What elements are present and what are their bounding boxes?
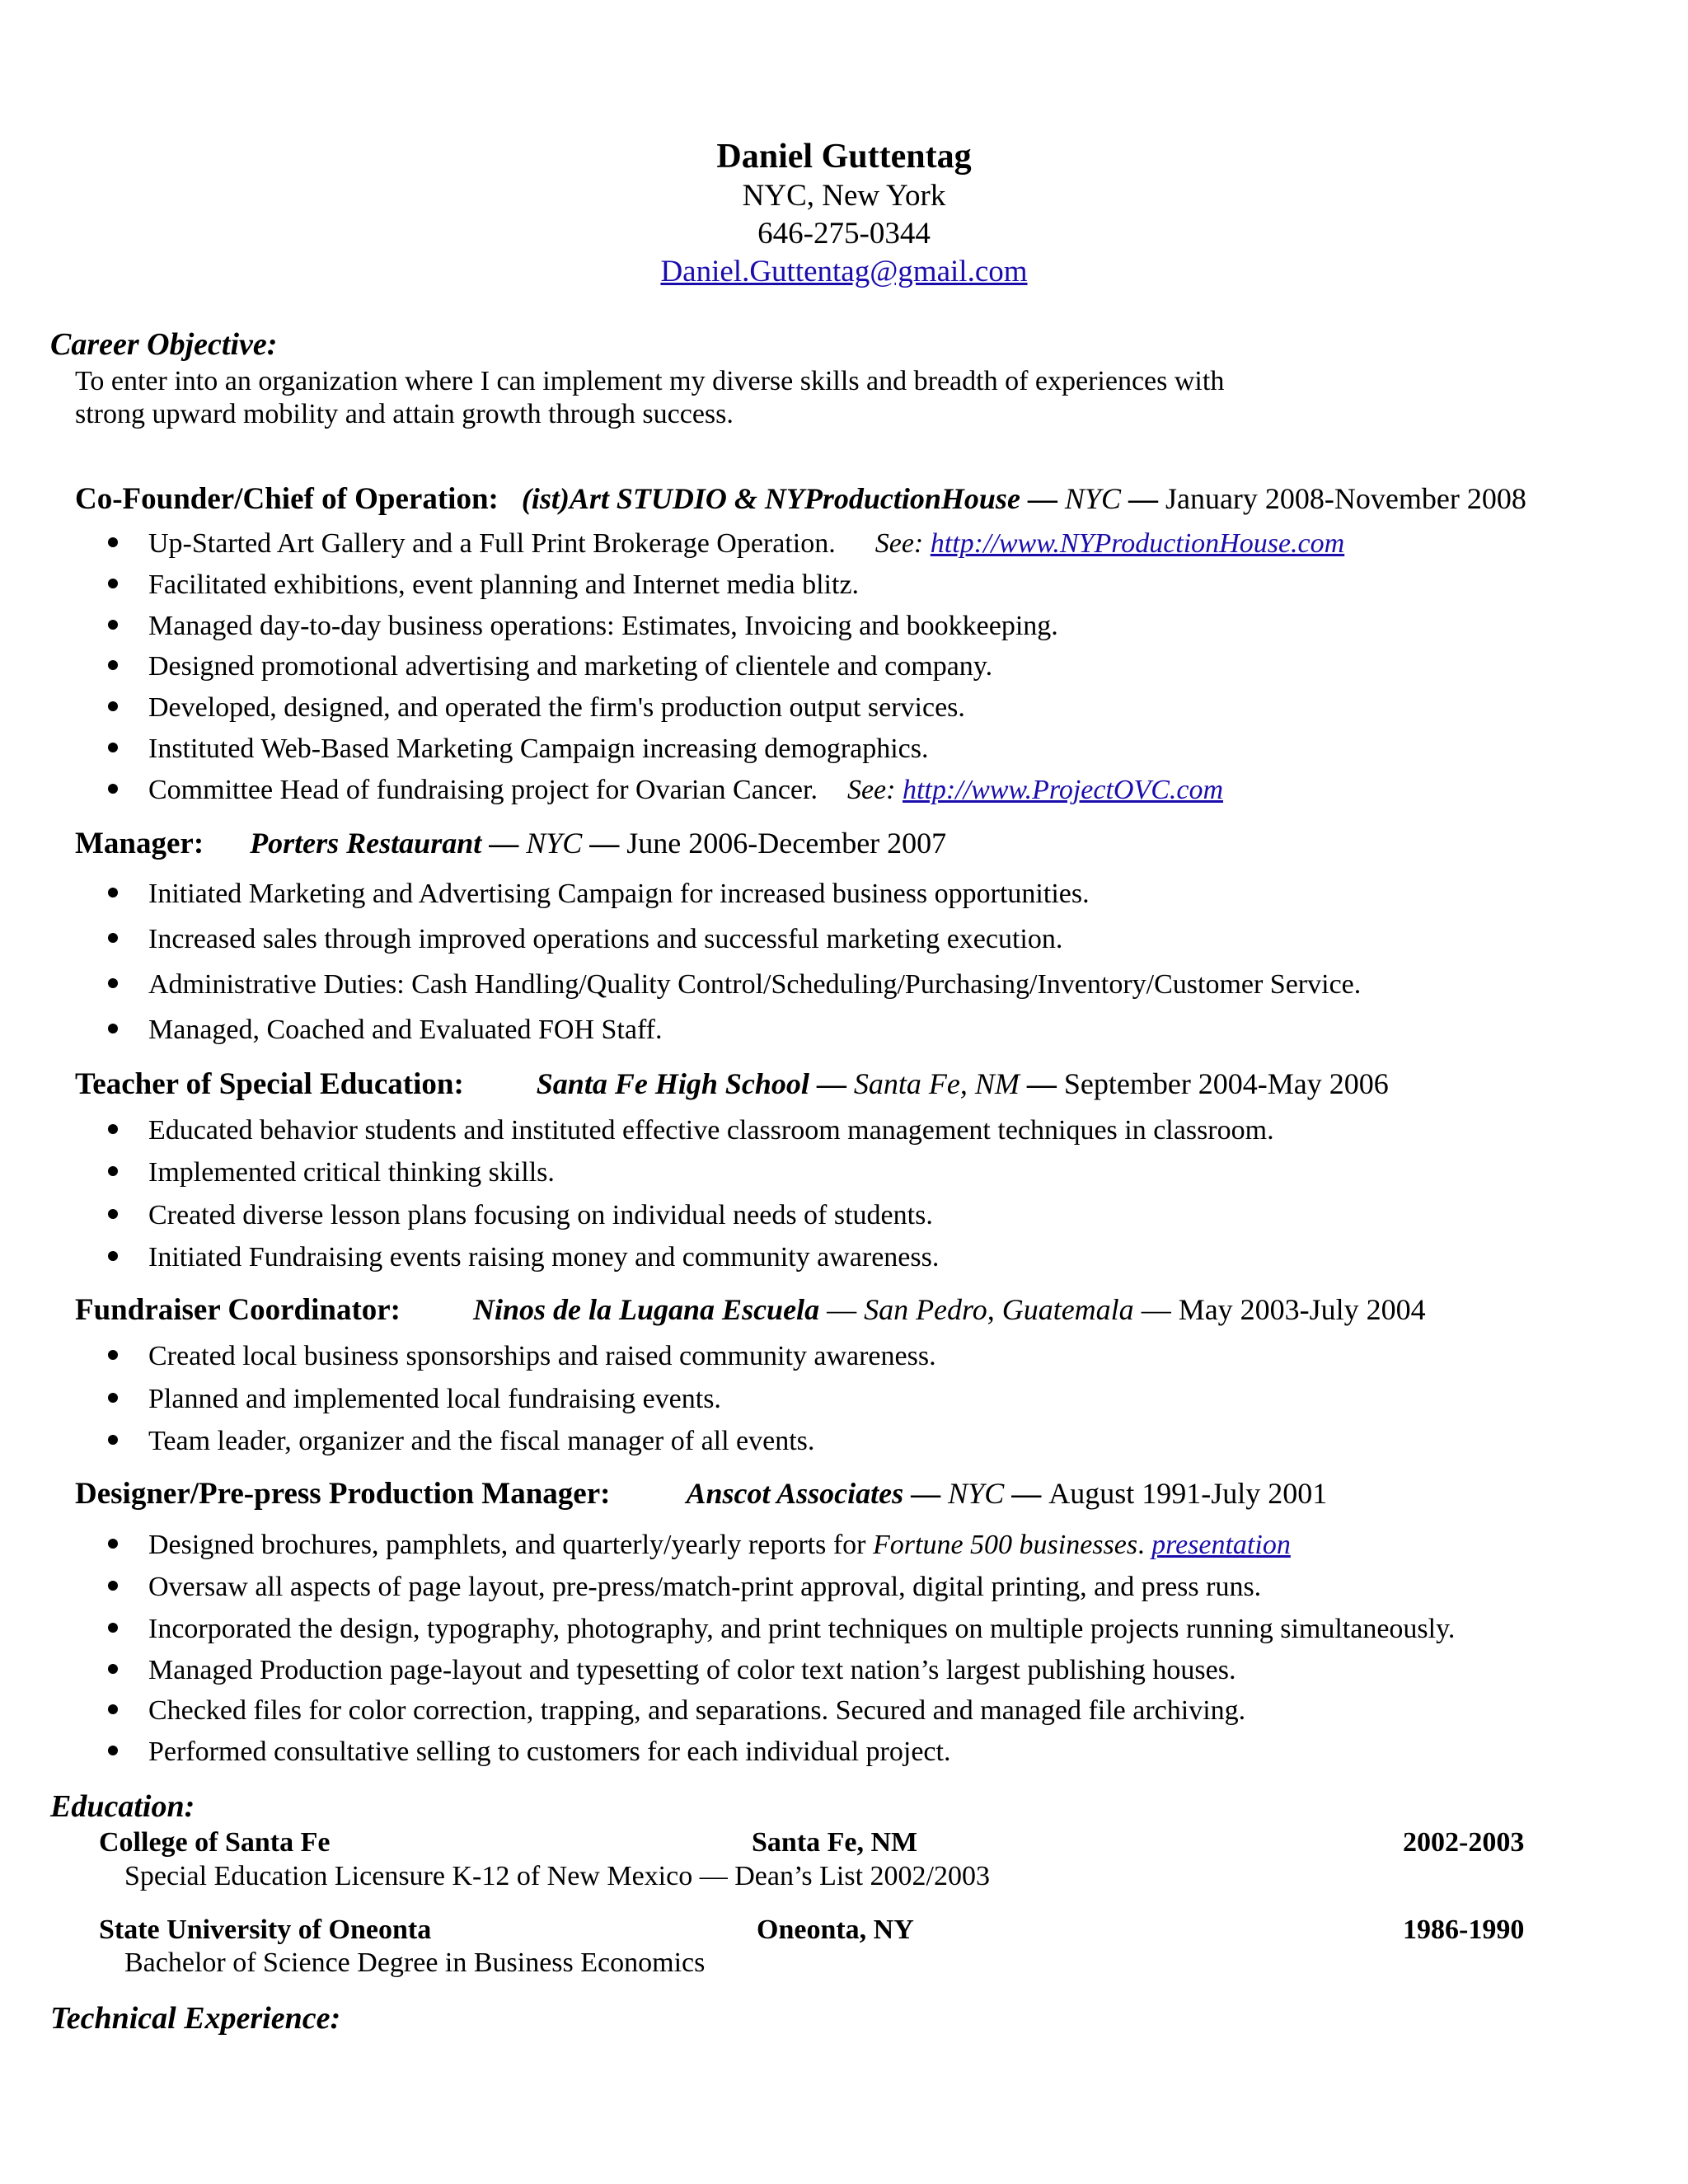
list-item: Performed consultative selling to customers for each individual project. (148, 1736, 950, 1768)
phone-text: 646-275-0344 (757, 217, 931, 251)
job-header-cofounder: Co-Founder/Chief of Operation: (ist)Art STUDIO & NYProductionHouse — NYC — January 2008-November 2008 (75, 482, 1526, 516)
bullet-icon (108, 1664, 118, 1674)
bullet-icon (108, 1393, 118, 1403)
job-dates: August 1991-July 2001 (1048, 1477, 1328, 1510)
list-item: Administrative Duties: Cash Handling/Quality Control/Scheduling/Purchasing/Inventory/Customer Service. (148, 969, 1361, 1001)
school-location: Santa Fe, NM (752, 1827, 918, 1858)
school-years: 1986-1990 (1403, 1915, 1525, 1945)
education-heading: Education: (50, 1789, 195, 1824)
job-org: Santa Fe High School (536, 1067, 809, 1100)
candidate-name: Daniel Guttentag (716, 138, 972, 176)
job-location: Santa Fe, NM (853, 1067, 1020, 1100)
list-item: Increased sales through improved operations and successful marketing execution. (148, 924, 1062, 955)
school-detail: Bachelor of Science Degree in Business Economics (124, 1947, 706, 1978)
email-link[interactable]: Daniel.Guttentag@gmail.com (660, 255, 1028, 288)
nyproductionhouse-link[interactable]: http://www.NYProductionHouse.com (930, 528, 1345, 559)
bullet-icon (108, 1166, 118, 1176)
job-dates: May 2003-July 2004 (1178, 1293, 1426, 1326)
bullet-icon (108, 1435, 118, 1445)
list-item: Created diverse lesson plans focusing on individual needs of students. (148, 1200, 933, 1231)
list-item: Up-Started Art Gallery and a Full Print Brokerage Operation. See: http://www.NYProductionHouse.com (148, 528, 1344, 560)
job-location: NYC (1064, 482, 1121, 515)
list-item: Designed promotional advertising and marketing of clientele and company. (148, 651, 992, 682)
job-location: San Pedro, Guatemala (864, 1293, 1134, 1326)
list-item: Educated behavior students and instituted effective classroom management techniques in classroom. (148, 1115, 1274, 1146)
job-dates: January 2008-November 2008 (1165, 482, 1526, 515)
objective-line-2: strong upward mobility and attain growth through success. (75, 399, 734, 429)
job-header-teacher: Teacher of Special Education: Santa Fe High School — Santa Fe, NM — September 2004-May 2006 (75, 1067, 1389, 1101)
list-item: Created local business sponsorships and raised community awareness. (148, 1341, 936, 1372)
school-name: State University of Oneonta (99, 1915, 432, 1945)
list-item: Managed day-to-day business operations: Estimates, Invoicing and bookkeeping. (148, 611, 1058, 642)
list-item: Managed Production page-layout and typesetting of color text nation’s largest publishing houses. (148, 1655, 1236, 1686)
bullet-icon (108, 933, 118, 943)
school-detail: Special Education Licensure K-12 of New Mexico — Dean’s List 2002/2003 (124, 1861, 990, 1891)
list-item: Checked files for color correction, trapping, and separations. Secured and managed file archiving. (148, 1695, 1245, 1727)
list-item: Planned and implemented local fundraising events. (148, 1384, 721, 1415)
bullet-icon (108, 701, 118, 711)
job-org: Anscot Associates (686, 1477, 904, 1510)
job-title: Co-Founder/Chief of Operation: (75, 482, 499, 516)
bullet-icon (108, 537, 118, 547)
bullet-icon (108, 660, 118, 670)
list-item: Facilitated exhibitions, event planning and Internet media blitz. (148, 569, 859, 601)
job-dates: September 2004-May 2006 (1063, 1067, 1389, 1100)
job-org: Ninos de la Lugana Escuela (473, 1293, 820, 1326)
school-location: Oneonta, NY (757, 1915, 914, 1945)
career-objective-heading: Career Objective: (50, 327, 278, 362)
bullet-icon (108, 1704, 118, 1714)
bullet-icon (108, 1209, 118, 1219)
location-text: NYC, New York (742, 179, 946, 213)
list-item: Initiated Fundraising events raising money and community awareness. (148, 1242, 939, 1273)
job-header-fundraiser: Fundraiser Coordinator: Ninos de la Lugana Escuela — San Pedro, Guatemala — May 2003-July 2004 (75, 1293, 1426, 1327)
bullet-icon (108, 579, 118, 588)
list-item: Incorporated the design, typography, photography, and print techniques on multiple projects running simultaneously. (148, 1614, 1455, 1645)
school-years: 2002-2003 (1403, 1827, 1525, 1858)
list-item: Implemented critical thinking skills. (148, 1157, 555, 1188)
job-org: Porters Restaurant (250, 827, 482, 860)
bullet-icon (108, 1251, 118, 1261)
job-title: Teacher of Special Education: (75, 1067, 464, 1101)
job-title: Fundraiser Coordinator: (75, 1293, 401, 1327)
bullet-icon (108, 1024, 118, 1033)
list-item: Oversaw all aspects of page layout, pre-press/match-print approval, digital printing, and press runs. (148, 1572, 1261, 1603)
bullet-icon (108, 1623, 118, 1633)
list-item: Designed brochures, pamphlets, and quarterly/yearly reports for Fortune 500 businesses. presentation (148, 1530, 1291, 1561)
list-item: Committee Head of fundraising project for Ovarian Cancer. See: http://www.ProjectOVC.com (148, 775, 1223, 806)
bullet-icon (108, 1124, 118, 1134)
technical-experience-heading: Technical Experience: (50, 2001, 341, 2036)
job-title: Manager: (75, 827, 204, 860)
list-item: Developed, designed, and operated the firm's production output services. (148, 692, 965, 724)
school-name: College of Santa Fe (99, 1827, 331, 1858)
list-item: Managed, Coached and Evaluated FOH Staff. (148, 1015, 662, 1046)
bullet-icon (108, 1581, 118, 1591)
bullet-icon (108, 743, 118, 752)
list-item: Team leader, organizer and the fiscal manager of all events. (148, 1426, 814, 1457)
list-item: Initiated Marketing and Advertising Campaign for increased business opportunities. (148, 879, 1090, 910)
job-header-designer: Designer/Pre-press Production Manager: Anscot Associates — NYC — August 1991-July 2001 (75, 1477, 1328, 1511)
objective-line-1: To enter into an organization where I can implement my diverse skills and breadth of experiences with (75, 366, 1225, 396)
presentation-link[interactable]: presentation (1151, 1530, 1291, 1560)
bullet-icon (108, 784, 118, 794)
bullet-icon (108, 888, 118, 898)
job-org: (ist)Art STUDIO & NYProductionHouse (521, 482, 1020, 515)
list-item: Instituted Web-Based Marketing Campaign increasing demographics. (148, 733, 929, 765)
job-dates: June 2006-December 2007 (626, 827, 947, 860)
bullet-icon (108, 1539, 118, 1549)
job-title: Designer/Pre-press Production Manager: (75, 1477, 611, 1511)
job-header-manager: Manager: Porters Restaurant — NYC — June 2006-December 2007 (75, 827, 947, 860)
bullet-icon (108, 1350, 118, 1360)
bullet-icon (108, 1746, 118, 1755)
job-location: NYC (948, 1477, 1005, 1510)
projectovc-link[interactable]: http://www.ProjectOVC.com (902, 775, 1224, 805)
bullet-icon (108, 978, 118, 988)
bullet-icon (108, 620, 118, 630)
job-location: NYC (526, 827, 583, 860)
